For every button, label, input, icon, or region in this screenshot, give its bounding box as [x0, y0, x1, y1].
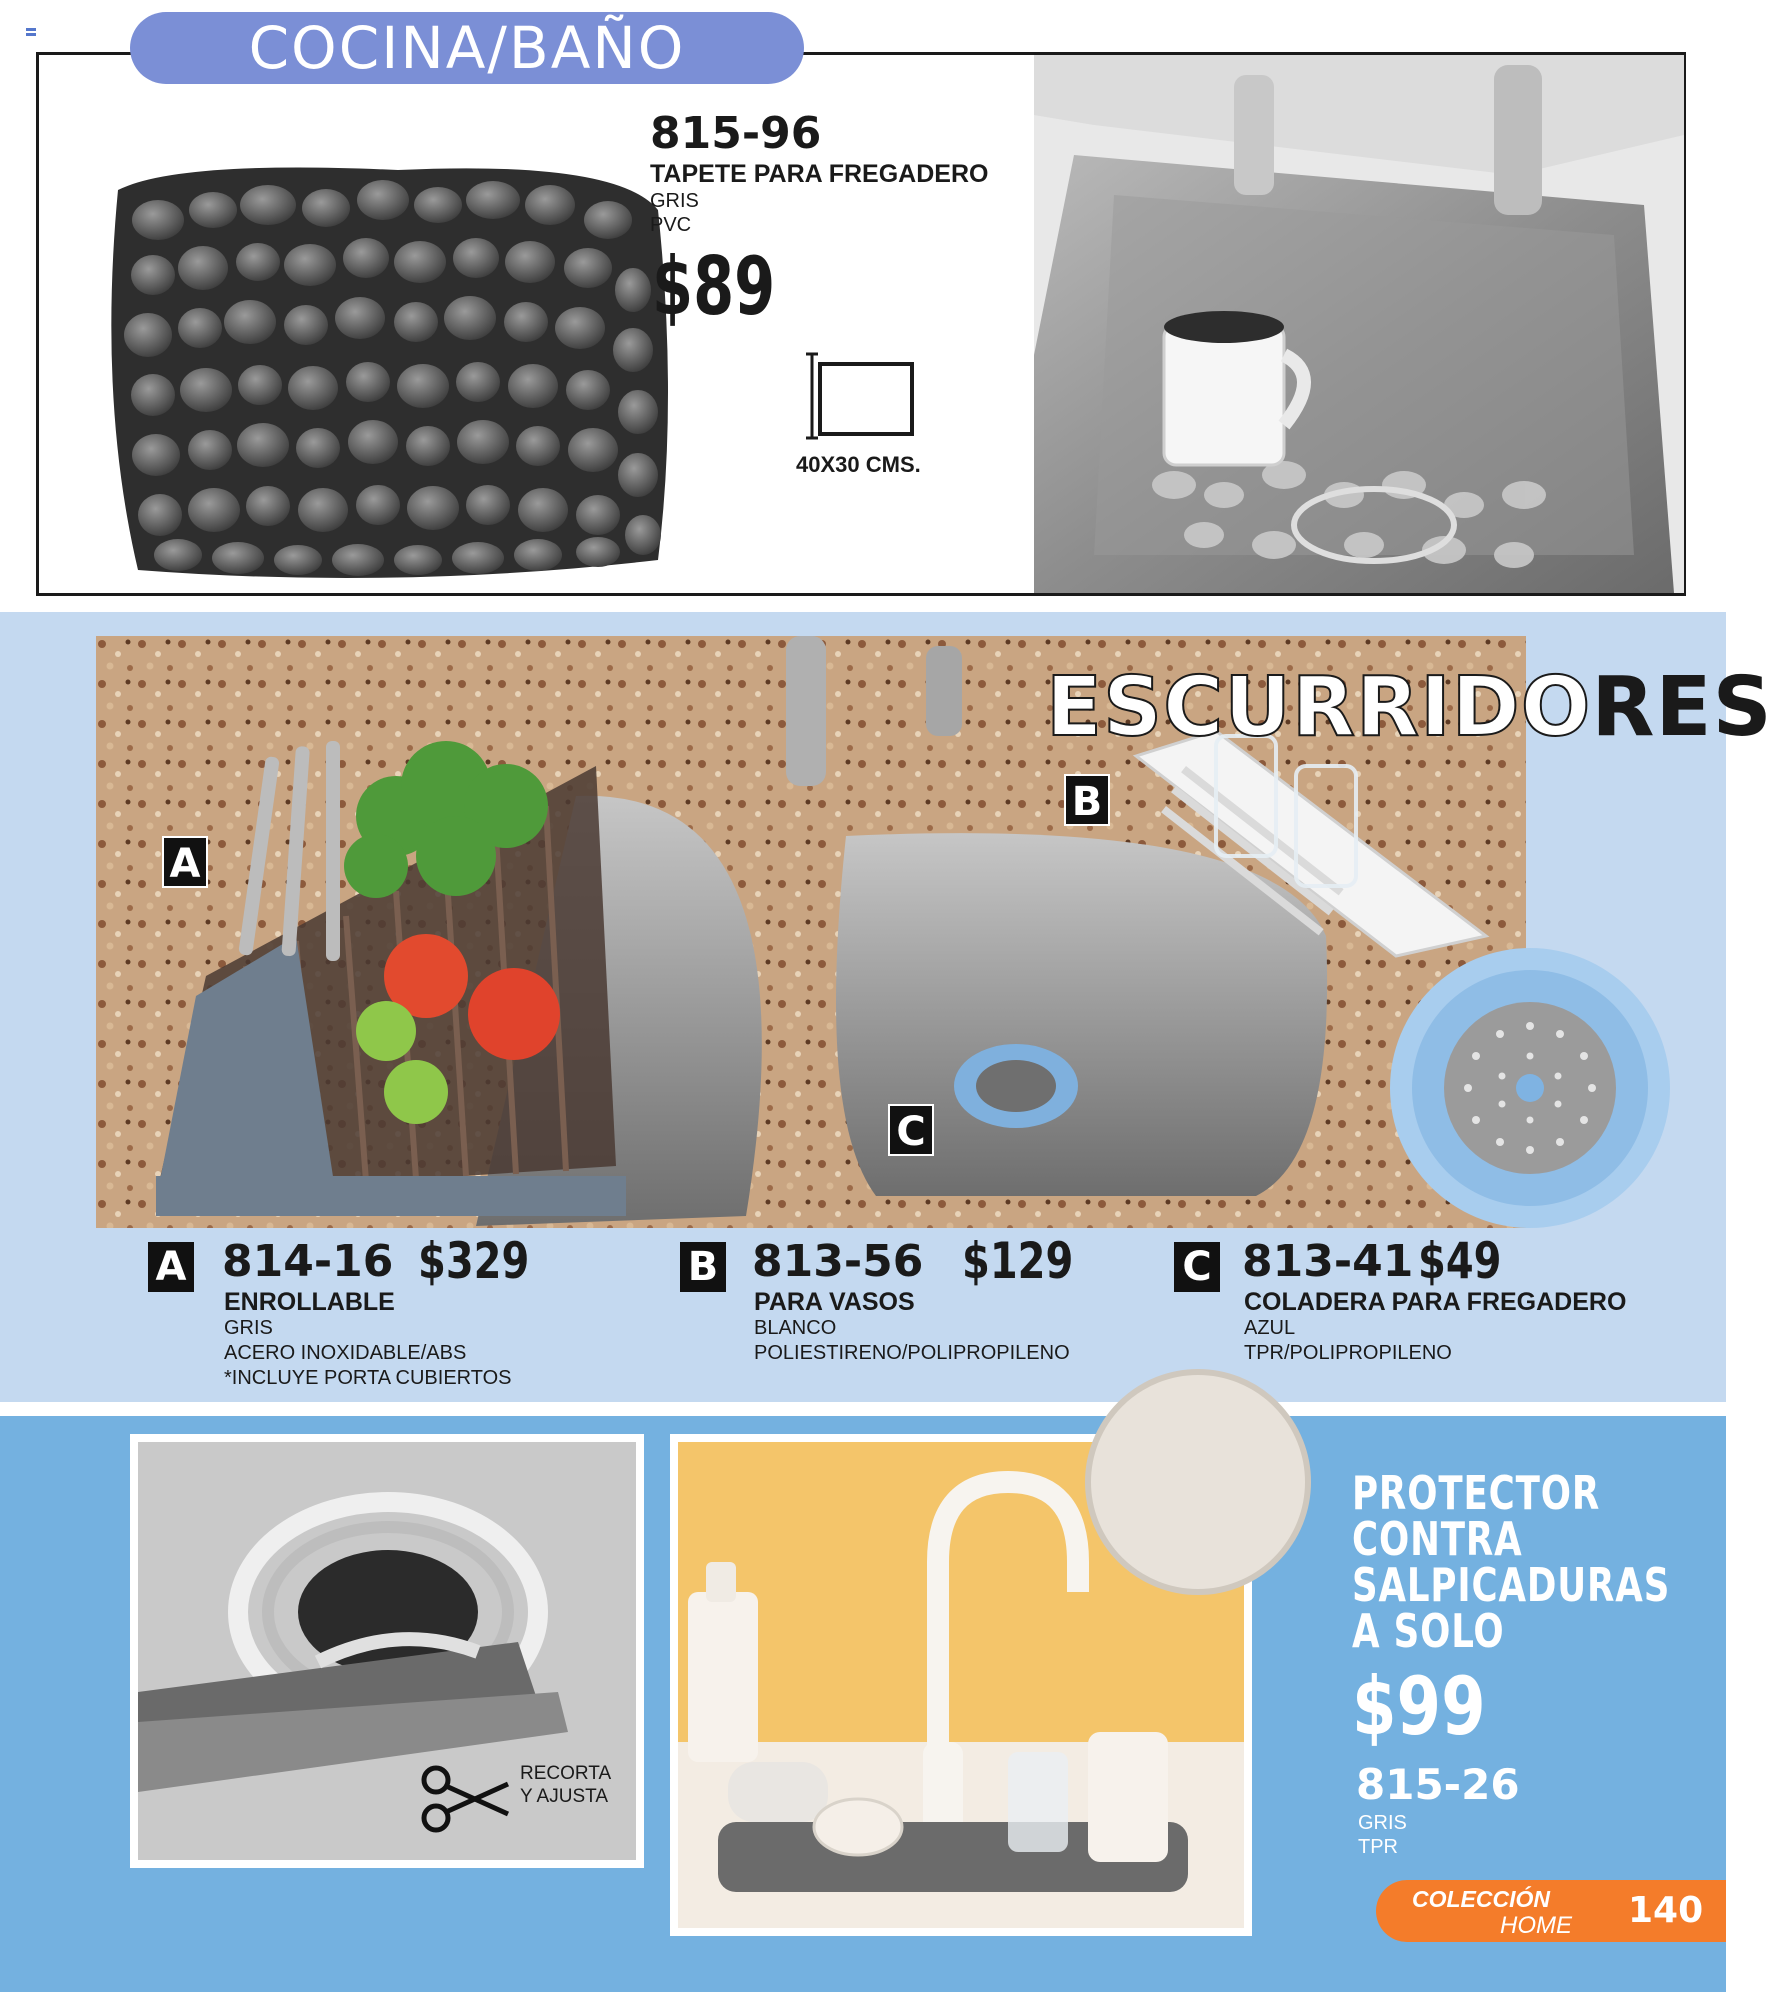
sink-strainer-image: [1388, 946, 1672, 1230]
photo-label-b: B: [1064, 774, 1110, 826]
product-color: GRIS: [224, 1317, 273, 1339]
section-title-dark: RES: [1591, 660, 1773, 755]
product-color: GRIS: [1358, 1812, 1407, 1834]
product-note: *INCLUYE PORTA CUBIERTOS: [224, 1367, 512, 1389]
headline-line: A SOLO: [1352, 1604, 1505, 1658]
product-code: 813-56: [752, 1236, 924, 1287]
product-code: 814-16: [222, 1236, 394, 1287]
product-material: POLIESTIRENO/POLIPROPILENO: [754, 1342, 1070, 1364]
cut-note-line: Y AJUSTA: [520, 1786, 608, 1807]
product-color: AZUL: [1244, 1317, 1296, 1339]
product-price: $99: [1352, 1660, 1486, 1753]
scissors-icon: [418, 1762, 512, 1836]
product-price: $89: [652, 240, 776, 333]
product-dimensions: 40X30 CMS.: [796, 452, 921, 477]
collection-sublabel: HOME: [1500, 1912, 1572, 1939]
section-title-light: ESCURRIDO: [1046, 660, 1592, 755]
product-name: TAPETE PARA FREGADERO: [650, 160, 989, 188]
dimensions-icon: [806, 352, 918, 440]
collection-label: COLECCIÓN: [1412, 1886, 1550, 1912]
product-code: 815-96: [650, 108, 822, 159]
product-label-b: B: [680, 1242, 726, 1292]
product-code: 813-41: [1242, 1236, 1414, 1287]
cut-note-line: RECORTA: [520, 1763, 612, 1784]
product-label-c: C: [1174, 1242, 1220, 1292]
product-price: $329: [418, 1232, 530, 1290]
product-color: BLANCO: [754, 1317, 837, 1339]
product-name: PARA VASOS: [754, 1288, 915, 1316]
faucet-splash-guard-photo: [670, 1434, 1252, 1936]
section-title: [1046, 660, 1773, 755]
product-name: ENROLLABLE: [224, 1288, 395, 1316]
splash-guard-headline: [1352, 1466, 1671, 1658]
sink-photo: [1034, 55, 1684, 593]
corner-mark-icon: [26, 28, 36, 36]
product-name: COLADERA PARA FREGADERO: [1244, 1288, 1627, 1316]
page-number: 140: [1628, 1890, 1704, 1931]
product-material: TPR/POLIPROPILENO: [1244, 1342, 1452, 1364]
product-material: ACERO INOXIDABLE/ABS: [224, 1342, 467, 1364]
product-price: $49: [1418, 1232, 1502, 1290]
headline-line: SALPICADURAS: [1352, 1558, 1671, 1612]
product-price: $129: [962, 1232, 1074, 1290]
photo-label-a: A: [162, 836, 208, 888]
product-label-a: A: [148, 1242, 194, 1292]
cut-to-fit-note: [520, 1762, 611, 1808]
sink-mat-image: [98, 150, 678, 590]
headline-line: CONTRA: [1352, 1512, 1523, 1566]
category-header: COCINA/BAÑO: [130, 12, 804, 84]
photo-label-c: C: [888, 1104, 934, 1156]
product-material: PVC: [650, 214, 692, 236]
product-color: GRIS: [650, 190, 699, 212]
product-material: TPR: [1358, 1836, 1398, 1858]
headline-line: PROTECTOR: [1352, 1466, 1601, 1520]
product-code: 815-26: [1356, 1760, 1520, 1809]
